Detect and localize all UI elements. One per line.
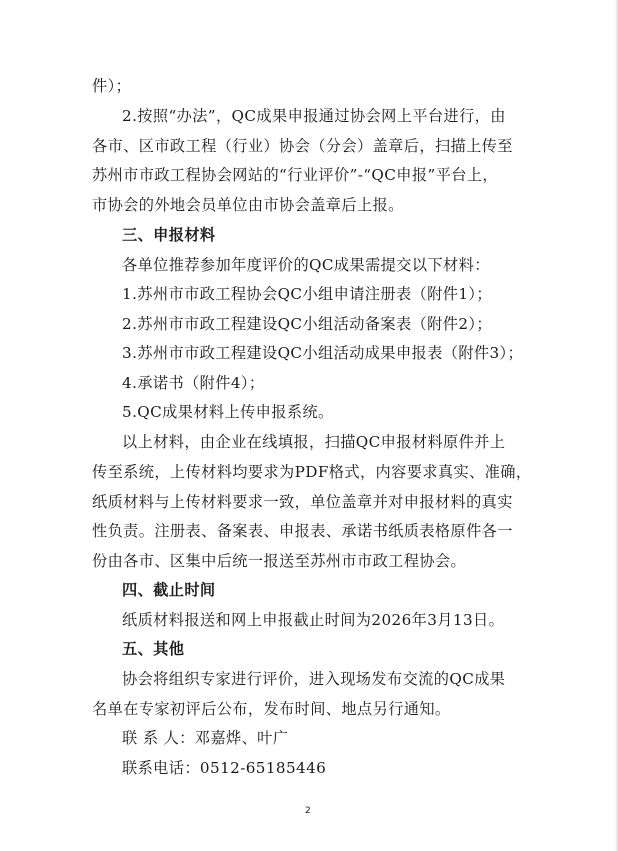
list-item: 3.苏州市市政工程建设QC小组活动成果申报表（附件3）； bbox=[122, 344, 524, 362]
text-line: 纸质材料与上传材料要求一致，单位盖章并对申报材料的真实 bbox=[92, 493, 513, 511]
text-line: 苏州市市政工程协会网站的“行业评价”-“QC申报”平台上， bbox=[92, 166, 498, 184]
page-number: 2 bbox=[305, 806, 311, 816]
text-line: 份由各市、区集中后统一报送至苏州市市政工程协会。 bbox=[92, 552, 467, 570]
text-line: 传至系统，上传材料均要求为PDF格式，内容要求真实、准确， bbox=[92, 463, 532, 481]
text-line: 市协会的外地会员单位由市协会盖章后上报。 bbox=[92, 196, 404, 214]
list-item: 2.苏州市市政工程建设QC小组活动备案表（附件2）； bbox=[122, 315, 492, 333]
text-line: 件）； bbox=[92, 77, 132, 95]
contact-person: 联 系 人：邓嘉烨、叶广 bbox=[122, 729, 289, 747]
text-line: 协会将组织专家进行评价，进入现场发布交流的QC成果 bbox=[122, 670, 506, 688]
list-item: 4.承诺书（附件4）； bbox=[122, 374, 265, 392]
text-line: 2.按照“办法”，QC成果申报通过协会网上平台进行，由 bbox=[122, 107, 506, 125]
text-line: 各单位推荐参加年度评价的QC成果需提交以下材料： bbox=[122, 256, 490, 274]
section-heading-deadline: 四、截止时间 bbox=[122, 581, 216, 599]
text-line: 名单在专家初评后公布，发布时间、地点另行通知。 bbox=[92, 700, 451, 718]
list-item: 5.QC成果材料上传申报系统。 bbox=[122, 403, 334, 421]
section-heading-other: 五、其他 bbox=[122, 640, 185, 658]
section-heading-materials: 三、申报材料 bbox=[122, 226, 216, 244]
contact-phone: 联系电话：0512-65185446 bbox=[122, 759, 327, 777]
text-line: 以上材料，由企业在线填报，扫描QC申报材料原件并上 bbox=[122, 433, 506, 451]
text-line: 性负责。注册表、备案表、申报表、承诺书纸质表格原件各一 bbox=[92, 522, 513, 540]
text-line: 纸质材料报送和网上申报截止时间为2026年3月13日。 bbox=[122, 611, 505, 629]
list-item: 1.苏州市市政工程协会QC小组申请注册表（附件1）； bbox=[122, 285, 492, 303]
text-line: 各市、区市政工程（行业）协会（分会）盖章后，扫描上传至 bbox=[92, 137, 513, 155]
